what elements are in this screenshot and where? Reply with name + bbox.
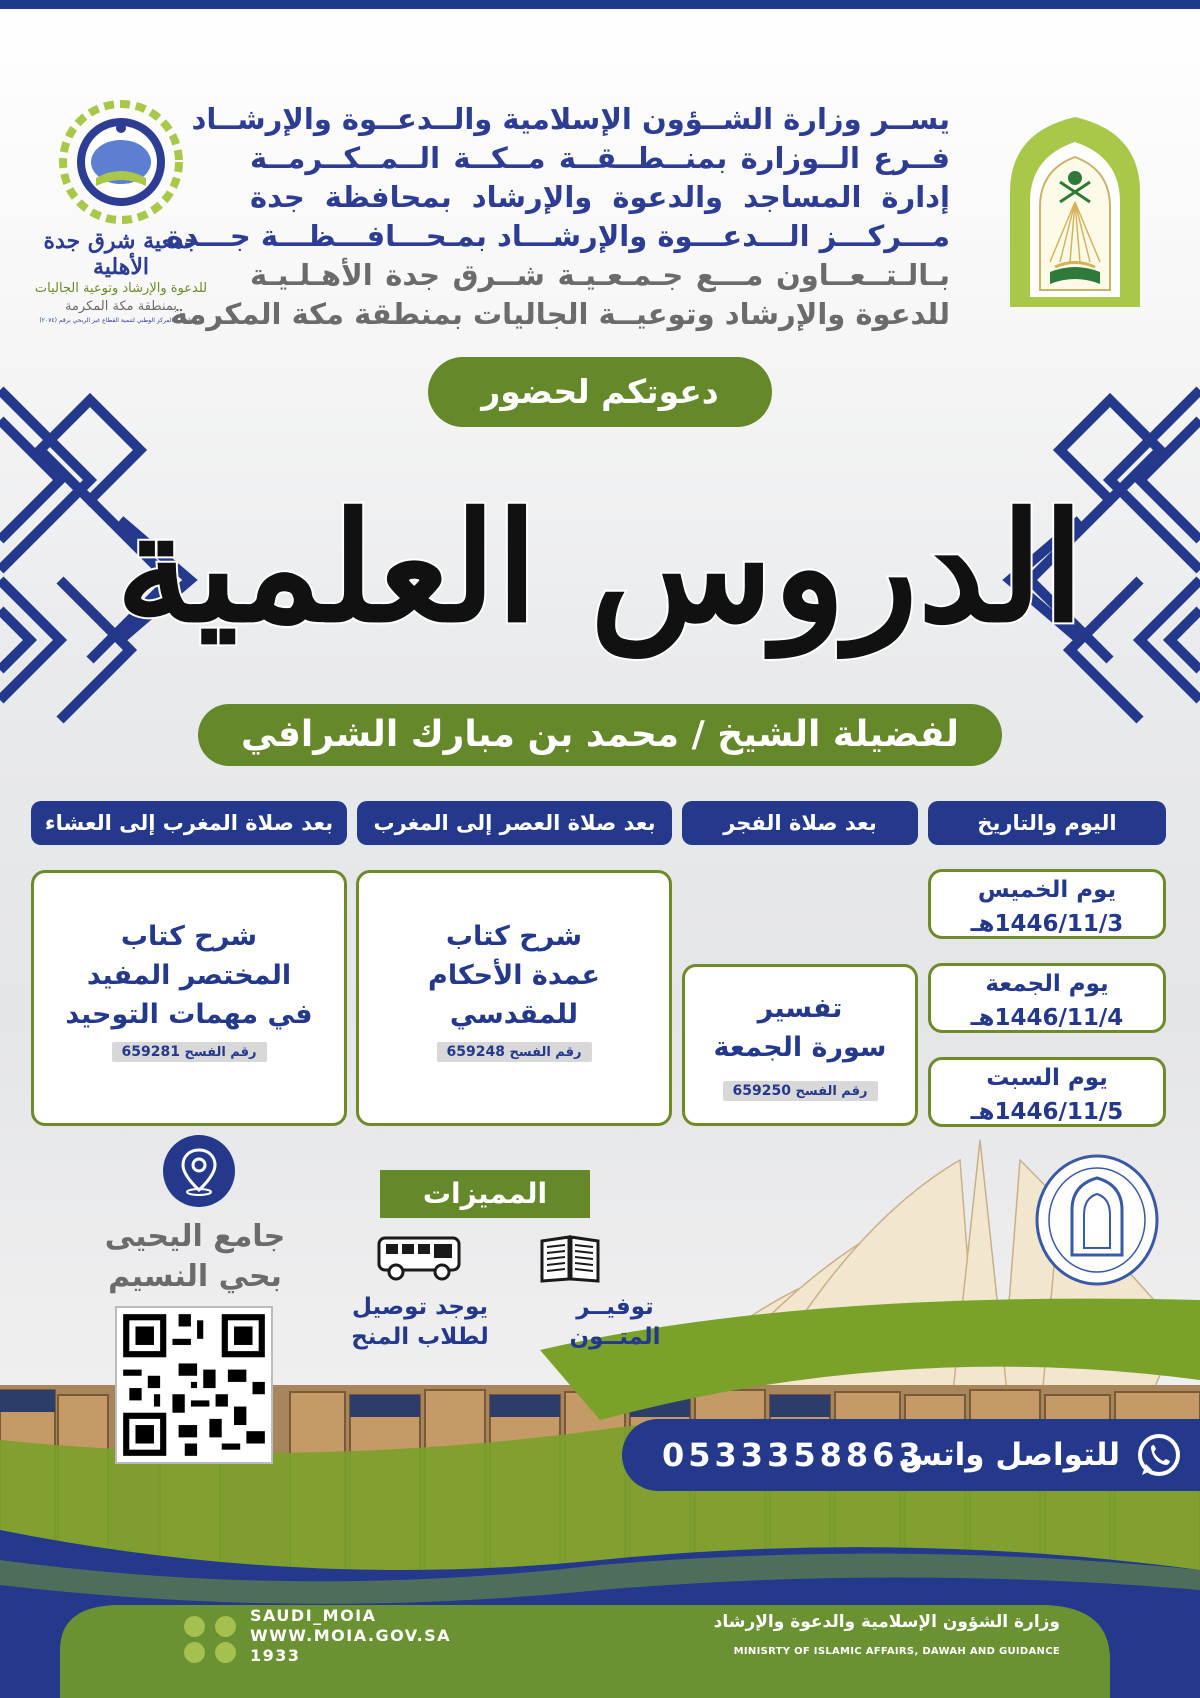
lesson-line: شرح كتاب (120, 921, 258, 952)
footer-ministry-en: MINISRTY OF ISLAMIC AFFAIRS, DAWAH AND GUIDANCE (733, 1646, 1060, 1657)
footer-website[interactable]: WWW.MOIA.GOV.SA (250, 1626, 452, 1645)
lesson-cell-fajr (682, 964, 918, 1126)
contact-bar[interactable] (622, 1419, 1200, 1491)
lesson-line: شرح كتاب (445, 921, 583, 952)
instagram-icon[interactable] (215, 1616, 236, 1637)
footer-phone[interactable]: 1933 (250, 1646, 301, 1665)
feature-texts (520, 1292, 710, 1352)
day-name: يوم الخميس (977, 877, 1117, 903)
header-line-4: مـــركـــز الـــدعـــوة والإرشـــاد بمـحـــافـــظـــة جـــدة (166, 219, 950, 253)
location-text (70, 1217, 320, 1297)
association-sub2: بمنطقة مكة المكرمة (64, 299, 178, 314)
day-name: يوم الجمعة (985, 971, 1109, 997)
lesson-title (359, 873, 669, 1034)
association-name: جمعية شرق جدة الأهلية (43, 228, 199, 280)
header-line-1: يســر وزارة الشــؤون الإسلامية والــدعــوة والإرشــاد (191, 102, 950, 136)
qr-code[interactable] (115, 1306, 273, 1464)
association-reg: مسجلة في المركز الوطني لتنمية القطاع غير الربحي برقم (٢٠٧٤) (39, 317, 203, 324)
header-text (166, 100, 950, 334)
main-title (115, 430, 1085, 690)
lesson-line: عمدة الأحكام (428, 960, 600, 991)
qr-code-pattern (117, 1308, 271, 1462)
features-title: المميزات (380, 1170, 590, 1218)
header-line-5: بـالـتــعــاون مـــع جـمـعـيـة شــرق جدة الأهـلـيـة (250, 258, 950, 292)
location-line: بحي النسيم (108, 1259, 282, 1294)
header-line-3: إدارة المساجد والدعوة والإرشاد بمحافظة جدة (250, 180, 950, 214)
lesson-title (34, 873, 344, 1034)
whatsapp-icon (1136, 1432, 1182, 1478)
facebook-icon[interactable] (184, 1642, 205, 1663)
bus-icon (376, 1234, 466, 1282)
permit-label: رقم الفسح (795, 1084, 868, 1099)
day-date: 1446/11/5هـ (970, 1099, 1124, 1125)
feature-line: توفيــر (576, 1294, 654, 1320)
header-after-asr: بعد صلاة العصر إلى المغرب (357, 801, 672, 845)
footer-handle[interactable]: SAUDI_MOIA (250, 1606, 377, 1625)
lesson-line: للمقدسي (449, 999, 579, 1030)
contact-phone[interactable]: 0533358863 (662, 1436, 925, 1474)
invite-pill: دعوتكم لحضور (428, 357, 772, 427)
permit-tag (437, 1042, 592, 1062)
feature-line: لطلاب المنح (351, 1324, 489, 1350)
lesson-cell-maghrib (31, 870, 347, 1126)
book-icon (539, 1233, 601, 1283)
day-cell-saturday (928, 1057, 1166, 1127)
contact-label: للتواصل واتس (899, 1437, 1120, 1473)
permit-number: 659248 (446, 1044, 505, 1060)
header-line-6: للدعوة والإرشاد وتوعيــة الجاليات بمنطقة مكة المكرمة (170, 297, 950, 331)
association-sub1: للدعوة والإرشاد وتوعية الجاليات (34, 281, 208, 296)
permit-number: 659281 (121, 1044, 180, 1060)
permit-tag (723, 1081, 878, 1101)
whatsapp-small-icon[interactable] (215, 1642, 236, 1663)
feature-line: يوجد توصيل (351, 1294, 489, 1320)
sheikh-pill: لفضيلة الشيخ / محمد بن مبارك الشرافي (198, 704, 1002, 766)
lesson-line: تفسير (757, 993, 843, 1024)
header-after-maghrib: بعد صلاة المغرب إلى العشاء (31, 801, 347, 845)
main-title-text: الدروس العلمية (115, 480, 1085, 656)
feature-line: المتــون (569, 1324, 661, 1350)
day-date: 1446/11/3هـ (970, 911, 1124, 937)
top-bar (0, 0, 1200, 9)
location-line: جامع اليحيى (104, 1219, 286, 1254)
footer-ministry-ar: وزارة الشؤون الإسلامية والدعوة والإرشاد (713, 1612, 1060, 1632)
day-cell-friday (928, 963, 1166, 1033)
header-line-2: فــرع الــوزارة بمنــطــقــة مــكــة الــمــكــرمــة (250, 141, 950, 175)
permit-label: رقم الفسح (509, 1045, 582, 1060)
ministry-seal (1032, 1150, 1162, 1290)
feature-transport (340, 1292, 500, 1352)
day-cell-thursday (928, 869, 1166, 939)
twitter-icon[interactable] (184, 1616, 205, 1637)
lesson-line: في مهمات التوحيد (65, 999, 313, 1030)
permit-tag (112, 1042, 267, 1062)
lesson-line: سورة الجمعة (713, 1032, 887, 1063)
permit-number: 659250 (732, 1083, 791, 1099)
day-date: 1446/11/4هـ (970, 1005, 1124, 1031)
lesson-cell-asr (356, 870, 672, 1126)
header-day-date: اليوم والتاريخ (928, 801, 1166, 845)
location-pin-icon (162, 1134, 236, 1208)
lesson-title (685, 967, 915, 1067)
permit-label: رقم الفسح (184, 1045, 257, 1060)
footer-links (250, 1606, 500, 1666)
header-after-fajr: بعد صلاة الفجر (682, 801, 918, 845)
day-name: يوم السبت (986, 1065, 1108, 1091)
lesson-line: المختصر المفيد (86, 960, 292, 991)
ministry-logo (1000, 112, 1150, 312)
